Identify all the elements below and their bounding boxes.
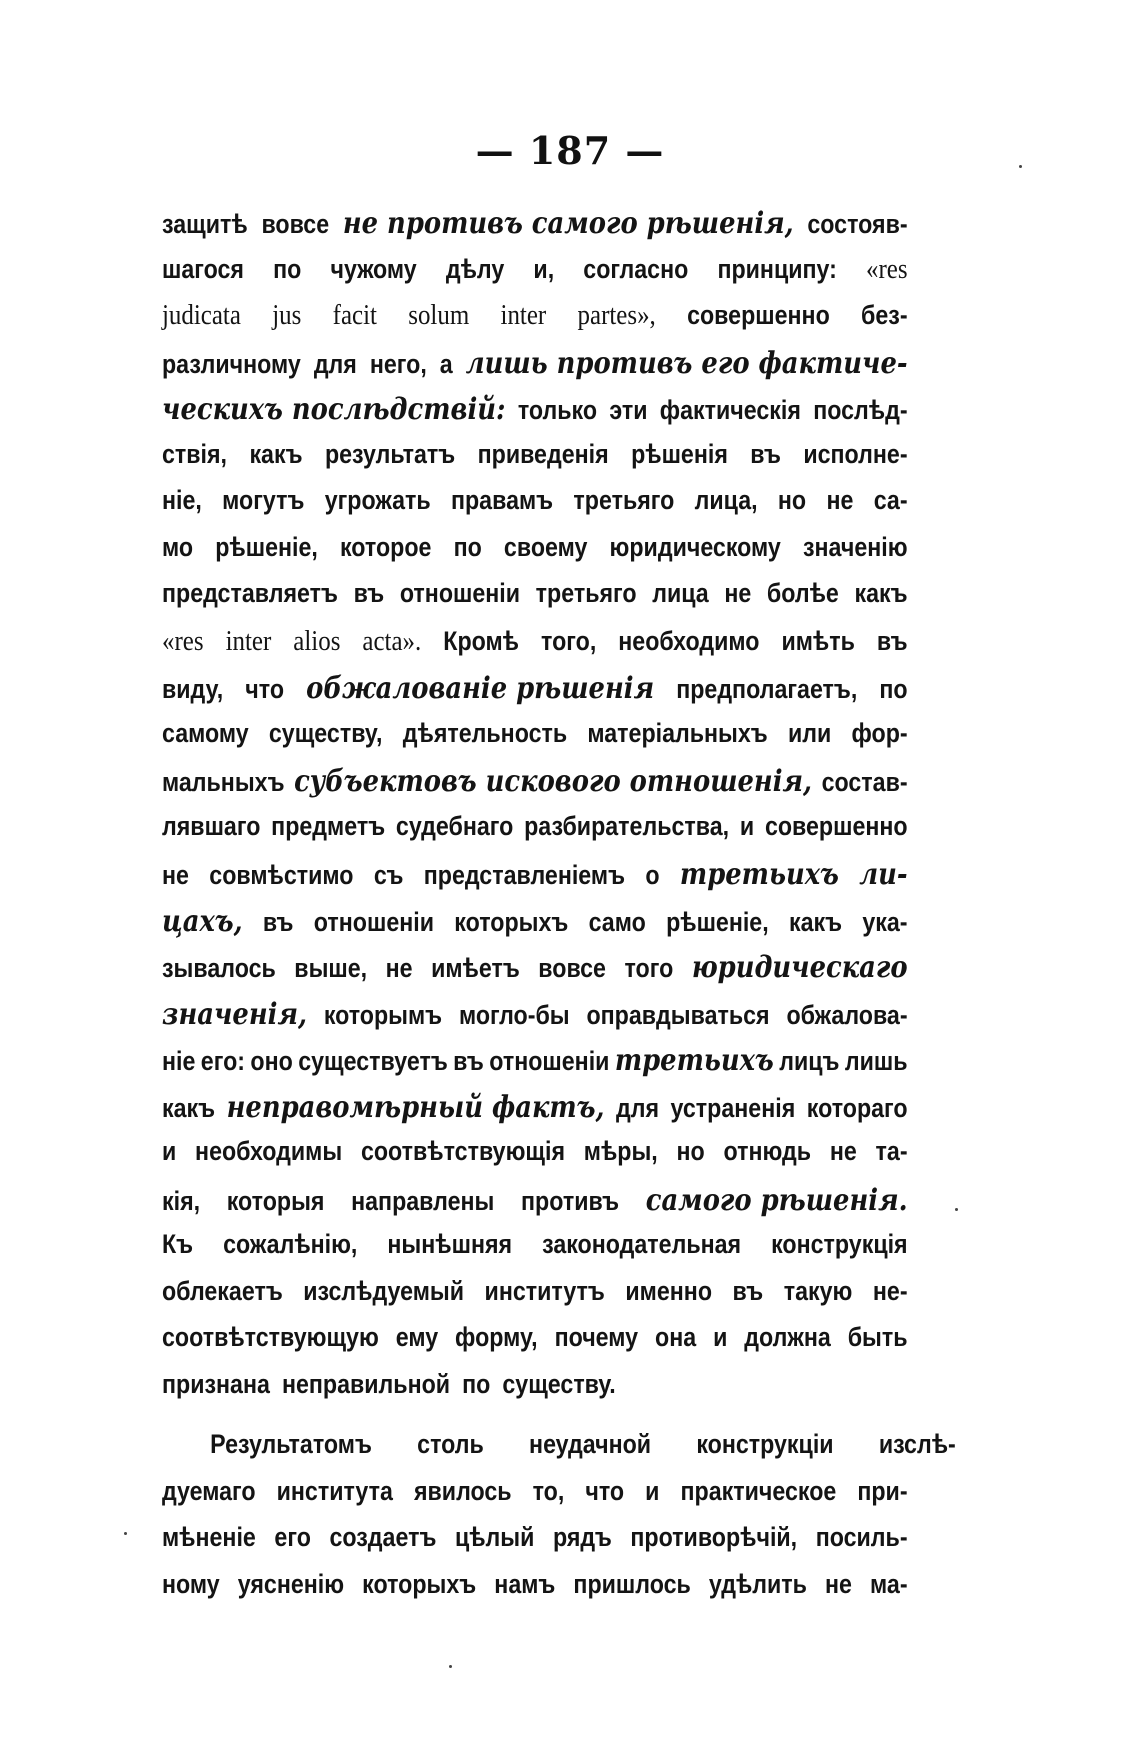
text-line — [162, 253, 908, 300]
word: какъ — [249, 438, 303, 469]
word: не — [385, 953, 413, 983]
word: зывалось — [162, 953, 276, 983]
word: самого рѣшенія. — [645, 1182, 908, 1218]
word: только — [517, 395, 598, 425]
word: различному — [162, 348, 301, 379]
word: выше, — [294, 953, 368, 983]
word: но — [676, 1136, 705, 1166]
word: и — [645, 1475, 660, 1506]
word: имѣетъ — [431, 953, 520, 983]
word: третьяго — [535, 578, 637, 608]
word: обжалованіе рѣшенія — [306, 671, 655, 706]
word: въ — [453, 1046, 484, 1076]
word: ука- — [862, 906, 908, 937]
word: могутъ — [222, 485, 305, 515]
word: совершенно — [764, 810, 908, 841]
word: дѣлу — [445, 253, 505, 284]
word: создаетъ — [329, 1522, 437, 1552]
word: отношеніи — [313, 906, 434, 937]
text-line — [162, 1090, 908, 1137]
word: форму, — [455, 1322, 538, 1352]
word: самому — [162, 717, 249, 748]
text-line — [162, 1229, 908, 1276]
text-line — [162, 1322, 908, 1369]
word: которымъ — [323, 999, 443, 1030]
word: конструкціи — [696, 1429, 834, 1459]
word: представляетъ — [162, 578, 338, 608]
word: alios — [293, 624, 341, 657]
word: не- — [872, 1275, 908, 1306]
word: того — [624, 953, 674, 983]
word: какъ — [788, 906, 843, 937]
word: мѣненіе — [162, 1522, 256, 1552]
word: рѣшеніе, — [215, 531, 318, 562]
word: по — [879, 674, 908, 704]
word: съ — [373, 860, 404, 890]
word: почему — [554, 1322, 639, 1352]
word: ніе — [162, 1046, 196, 1076]
word: его: — [200, 1046, 246, 1076]
word: лица, — [694, 485, 758, 515]
text-line — [162, 764, 908, 811]
word: то, — [532, 1475, 565, 1506]
word: inter — [225, 624, 272, 657]
word: лишь — [844, 1046, 908, 1076]
word: и — [739, 810, 755, 841]
word: мѣры, — [583, 1136, 658, 1166]
body-text — [162, 206, 956, 1615]
word: цѣлый — [454, 1522, 535, 1552]
word: лицъ — [779, 1046, 840, 1076]
word: въ — [732, 1275, 764, 1306]
word: намъ — [494, 1568, 556, 1599]
word: по — [453, 531, 482, 562]
word: отнюдь — [723, 1136, 812, 1166]
word: неправильной — [281, 1368, 451, 1399]
word: Результатомъ — [210, 1429, 372, 1459]
word: цахъ, — [162, 903, 243, 939]
word: эти — [609, 395, 648, 425]
word: при- — [857, 1475, 908, 1506]
word: необходимы — [195, 1136, 343, 1166]
word: устраненія — [670, 1092, 796, 1123]
word: отношеніи — [489, 1046, 610, 1076]
word: существу. — [502, 1368, 616, 1399]
word: что — [585, 1475, 625, 1506]
word: матеріальныхъ — [587, 717, 768, 748]
word: виду, — [162, 674, 224, 704]
text-line — [162, 1429, 956, 1476]
text-line — [162, 718, 908, 765]
word: состояв- — [807, 209, 908, 239]
word: правамъ — [450, 485, 554, 515]
word: inter — [500, 299, 547, 331]
paragraph-1 — [162, 206, 908, 1415]
word: въ — [876, 625, 908, 656]
word: дѣятельность — [402, 717, 568, 748]
word: того, — [541, 625, 597, 656]
word: фактическія — [659, 395, 801, 425]
word: представленіемъ — [423, 860, 626, 890]
word: угрожать — [324, 485, 431, 515]
word: болѣе — [766, 578, 839, 608]
word: явилось — [413, 1475, 512, 1506]
word: пришлось — [573, 1568, 691, 1599]
word: какъ — [162, 1092, 216, 1123]
word: лица — [652, 578, 709, 608]
word: третьяго — [573, 485, 675, 515]
word: субъектовъ искового отношенія, — [294, 764, 813, 799]
word: изслѣдуемый — [303, 1275, 465, 1306]
word: совершенно — [687, 300, 830, 330]
text-line — [162, 671, 908, 718]
word: противъ — [521, 1185, 620, 1216]
word: изслѣ- — [878, 1429, 956, 1459]
text-line — [162, 997, 908, 1044]
word: уясненію — [237, 1568, 345, 1599]
word: по — [273, 253, 302, 284]
word: значенію — [802, 531, 908, 562]
word: нынѣшняя — [387, 1229, 513, 1259]
word: «res — [866, 252, 908, 285]
word: неправомѣрный фактъ, — [226, 1089, 605, 1125]
word: должна — [744, 1322, 831, 1352]
word: которыя — [226, 1185, 325, 1216]
text-line — [162, 950, 908, 997]
word: partes», — [577, 299, 656, 331]
word: въ — [750, 438, 781, 469]
word: а — [439, 348, 453, 379]
word: что — [245, 674, 285, 704]
word: jus — [272, 299, 302, 331]
word: ма- — [870, 1568, 908, 1599]
word: столь — [417, 1429, 484, 1459]
text-line — [162, 1522, 908, 1569]
word: какъ — [854, 578, 908, 608]
word: Кромѣ — [443, 625, 520, 656]
word: юридическому — [609, 531, 781, 562]
word: solum — [408, 299, 470, 331]
word: и — [162, 1136, 177, 1166]
text-line — [162, 1476, 908, 1523]
word: въ — [353, 578, 385, 608]
word: о — [645, 860, 660, 890]
word: въ — [262, 906, 294, 937]
word: облекаетъ — [162, 1275, 283, 1306]
text-line — [162, 532, 908, 579]
word: лявшаго — [162, 810, 261, 841]
word: практическое — [680, 1475, 837, 1506]
word: оправдываться — [586, 999, 770, 1030]
word: для — [313, 348, 357, 379]
word: приведенія — [477, 438, 609, 469]
word: него, — [369, 348, 427, 379]
word: защитѣ — [162, 209, 248, 239]
word: дуемаго — [162, 1475, 256, 1506]
word: котораго — [806, 1092, 908, 1123]
word: отношеніи — [399, 578, 521, 608]
word: facit — [332, 299, 377, 331]
word: вовсе — [261, 209, 330, 239]
word: или — [787, 717, 832, 748]
word: которыхъ — [362, 1568, 477, 1599]
text-line — [162, 1043, 908, 1090]
word: посиль- — [815, 1522, 908, 1552]
word: рѣшеніе, — [666, 906, 769, 937]
word: Къ — [162, 1229, 194, 1259]
word: имѣть — [781, 625, 855, 656]
word: обжалова- — [786, 999, 908, 1030]
word: фор- — [851, 717, 908, 748]
word: по — [462, 1368, 491, 1399]
word: шагося — [162, 253, 244, 284]
word: послѣд- — [813, 395, 908, 425]
word: судебнаго — [395, 810, 514, 841]
word: соотвѣтствующія — [360, 1136, 566, 1166]
word: ли- — [859, 857, 908, 892]
word: противорѣчій, — [630, 1522, 798, 1552]
word: необходимо — [618, 625, 760, 656]
text-line — [162, 1569, 908, 1616]
word: рѣшенія — [631, 438, 728, 469]
word: но — [777, 485, 807, 515]
text-line — [162, 1183, 908, 1230]
text-line — [162, 578, 908, 625]
word: сожалѣнію, — [223, 1229, 358, 1259]
word: существу, — [268, 717, 383, 748]
word: существуетъ — [298, 1046, 448, 1076]
word: его — [274, 1522, 311, 1552]
word: не противъ самого рѣшенія, — [342, 206, 794, 241]
word: ствія, — [162, 438, 228, 469]
word: значенія, — [162, 996, 307, 1032]
word: которыхъ — [454, 906, 569, 937]
word: не — [825, 1568, 852, 1599]
text-line — [162, 1276, 908, 1323]
word: такую — [783, 1275, 853, 1306]
page-number: — 187 — — [475, 128, 665, 173]
word: judicata — [162, 299, 241, 331]
word: мальныхъ — [162, 767, 285, 797]
word: мо — [162, 531, 194, 562]
paragraph-2 — [162, 1429, 956, 1615]
word: кія, — [162, 1185, 201, 1216]
word: своему — [503, 531, 588, 562]
word: предметъ — [271, 810, 386, 841]
word: могло-бы — [458, 999, 570, 1030]
word: та- — [875, 1136, 908, 1166]
text-line — [162, 439, 908, 486]
word: са- — [873, 485, 908, 515]
word: и, — [533, 253, 555, 284]
word: соотвѣтствующую — [162, 1322, 379, 1352]
word: конструкція — [771, 1229, 908, 1259]
text-line — [162, 904, 908, 951]
text-line — [162, 299, 908, 346]
word: ніе, — [162, 485, 202, 515]
word: ному — [162, 1568, 220, 1599]
word: она — [655, 1322, 697, 1352]
word: юридическаго — [691, 950, 908, 985]
word: без- — [861, 300, 908, 330]
word: предполагаетъ, — [676, 674, 858, 704]
word: и — [713, 1322, 728, 1352]
word: разбирательства, — [524, 810, 730, 841]
word: направлены — [351, 1185, 495, 1216]
word: согласно — [583, 253, 689, 284]
word: которое — [339, 531, 432, 562]
word: рядъ — [552, 1522, 612, 1552]
word: законодательная — [542, 1229, 742, 1259]
word: не — [829, 1136, 857, 1166]
word: чужому — [330, 253, 417, 284]
word: именно — [625, 1275, 713, 1306]
word: не — [162, 860, 189, 890]
text-line — [162, 346, 908, 393]
text-line — [162, 206, 908, 253]
word: ему — [395, 1322, 439, 1352]
word: совмѣстимо — [209, 860, 354, 890]
word: acta». — [362, 624, 422, 657]
word: «res — [162, 624, 204, 657]
print-speck — [449, 1665, 452, 1668]
word: институтъ — [484, 1275, 605, 1306]
word: института — [276, 1475, 393, 1506]
word: лишь противъ его фактиче- — [465, 345, 908, 381]
word: третьихъ — [679, 857, 839, 892]
text-line — [162, 392, 908, 439]
text-line — [162, 811, 908, 858]
word: исполне- — [803, 438, 908, 469]
print-speck — [955, 1208, 958, 1211]
word: неудачной — [529, 1429, 652, 1459]
word: не — [826, 485, 854, 515]
print-speck — [1019, 165, 1022, 168]
text-line — [162, 857, 908, 904]
word: принципу: — [717, 253, 837, 284]
text-line — [162, 625, 908, 672]
text-line — [162, 1369, 908, 1416]
word: вовсе — [538, 953, 606, 983]
word: ческихъ послѣдствій: — [162, 392, 506, 427]
word: оно — [250, 1046, 293, 1076]
print-speck — [124, 1532, 127, 1535]
text-line — [162, 1136, 908, 1183]
word: состав- — [821, 767, 908, 797]
word: быть — [847, 1322, 908, 1352]
word: для — [615, 1092, 660, 1123]
word: результатъ — [324, 438, 456, 469]
word: само — [588, 906, 646, 937]
text-line — [162, 485, 908, 532]
word: не — [724, 578, 752, 608]
word: третьихъ — [614, 1043, 774, 1078]
word: удѣлить — [708, 1568, 807, 1599]
word: признана — [162, 1368, 270, 1399]
